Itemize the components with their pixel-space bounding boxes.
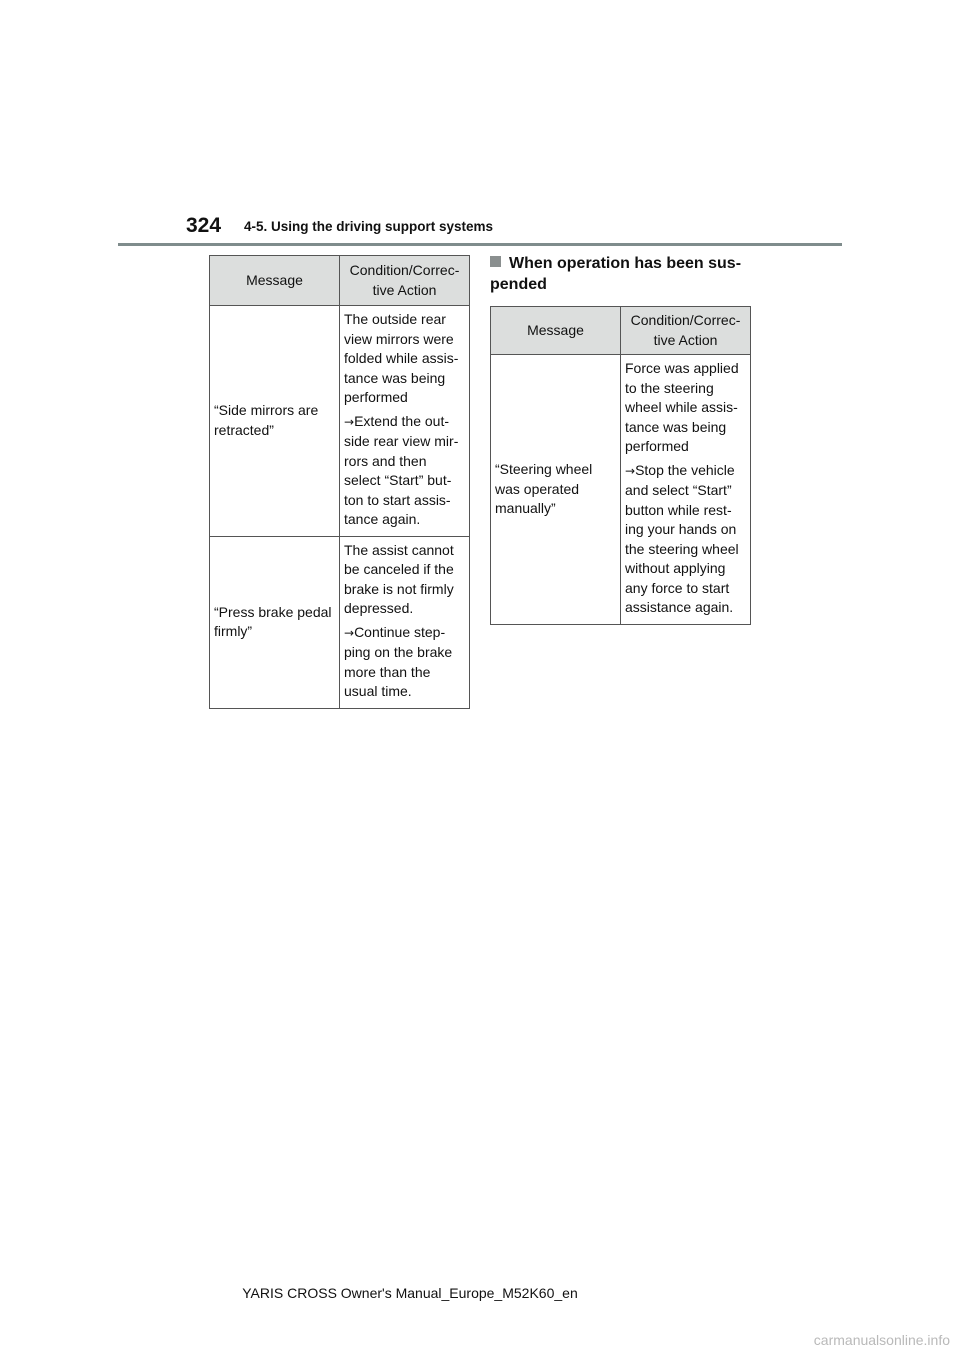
message-cell: “Press brake pedal firmly” bbox=[210, 536, 340, 708]
table-row bbox=[210, 536, 470, 708]
corrective-action bbox=[625, 461, 747, 618]
arrow-right-icon: → bbox=[344, 414, 355, 429]
section-heading bbox=[490, 253, 758, 295]
column-header-condition: Condition/Correc- tive Action bbox=[340, 256, 470, 306]
corrective-action bbox=[344, 623, 466, 702]
condition-text: The assist cannot be canceled if the brake is not firmly depressed. bbox=[344, 541, 454, 616]
condition-cell bbox=[340, 536, 470, 708]
message-table-right bbox=[490, 306, 751, 625]
corrective-action bbox=[344, 412, 466, 530]
condition-text: The outside rear view mirrors were folded while assis-tance was being performed bbox=[344, 311, 459, 405]
table-row bbox=[210, 306, 470, 537]
section-title: 4-5. Using the driving support systems bbox=[244, 219, 494, 234]
condition-cell bbox=[621, 355, 751, 625]
message-table-left bbox=[209, 255, 470, 709]
table-header-row bbox=[491, 307, 751, 355]
condition-cell bbox=[340, 306, 470, 537]
page-number: 324 bbox=[186, 214, 222, 237]
column-header-condition: Condition/Correc- tive Action bbox=[621, 307, 751, 355]
header-divider bbox=[118, 243, 842, 246]
column-header-message: Message bbox=[210, 256, 340, 306]
table-row bbox=[491, 355, 751, 625]
arrow-right-icon: → bbox=[625, 463, 636, 478]
corrective-action-text: Continue step-ping on the brake more than the usual time. bbox=[344, 623, 453, 699]
square-bullet-icon bbox=[490, 256, 501, 267]
section-heading-text: When operation has been sus-pended bbox=[490, 255, 742, 293]
table-header-row bbox=[210, 256, 470, 306]
footer-text: YARIS CROSS Owner's Manual_Europe_M52K60_en bbox=[242, 1285, 578, 1301]
watermark: carmanualsonline.info bbox=[813, 1332, 950, 1348]
corrective-action-text: Stop the vehicle and select “Start” button while rest-ing your hands on the steering wheel without applying any force to start assistance again. bbox=[625, 461, 739, 615]
condition-text: Force was applied to the steering wheel while assis-tance was being performed bbox=[625, 360, 739, 454]
footer bbox=[0, 1285, 960, 1301]
message-cell: “Steering wheel was operated manually” bbox=[491, 355, 621, 625]
column-header-message: Message bbox=[491, 307, 621, 355]
arrow-right-icon: → bbox=[344, 625, 355, 640]
message-cell: “Side mirrors are retracted” bbox=[210, 306, 340, 537]
corrective-action-text: Extend the out-side rear view mir-rors and then select “Start” but-ton to start assis-tance again. bbox=[344, 412, 459, 527]
